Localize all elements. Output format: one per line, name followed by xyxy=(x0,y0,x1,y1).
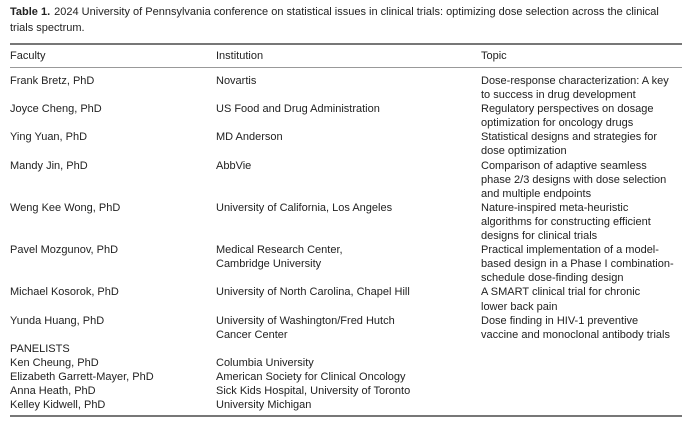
caption-text: 2024 University of Pennsylvania conference on statistical issues in clinical trials: optimizing dose selection across the clinical xyxy=(54,6,659,18)
table-row xyxy=(0,130,689,158)
table-row xyxy=(0,159,689,201)
topic-cell-line: lower back pain xyxy=(481,300,558,313)
institution-cell xyxy=(216,130,283,144)
topic-cell xyxy=(481,314,670,342)
institution-cell-line: University Michigan xyxy=(216,399,312,412)
panelist-row xyxy=(0,370,689,384)
table-body xyxy=(0,74,689,412)
topic-cell xyxy=(481,243,674,285)
institution-cell-line: Cambridge University xyxy=(216,258,322,271)
topic-cell-line: and multiple endpoints xyxy=(481,187,592,200)
table-row xyxy=(0,314,689,342)
topic-cell xyxy=(481,130,657,158)
topic-cell-line: schedule dose-finding design xyxy=(481,272,624,285)
topic-cell-line: dose optimization xyxy=(481,145,567,158)
table-row xyxy=(0,243,689,285)
institution-cell xyxy=(216,74,256,88)
topic-cell-line: Regulatory perspectives on dosage xyxy=(481,103,654,116)
institution-cell-line: University of North Carolina, Chapel Hill xyxy=(216,286,410,299)
faculty-cell xyxy=(10,314,104,328)
faculty-cell xyxy=(10,370,154,384)
faculty-cell xyxy=(10,102,102,116)
institution-cell-line: Cancer Center xyxy=(216,328,288,341)
institution-cell xyxy=(216,285,410,299)
table-caption xyxy=(10,4,686,36)
table-row xyxy=(0,102,689,130)
topic-cell-line: Dose-response characterization: A key xyxy=(481,75,669,87)
institution-cell-line: AbbVie xyxy=(216,159,252,172)
table-row xyxy=(0,74,689,102)
institution-cell xyxy=(216,356,314,370)
panelist-row xyxy=(0,398,689,412)
faculty-cell-line: Mandy Jin, PhD xyxy=(10,159,88,172)
institution-cell xyxy=(216,243,343,271)
topic-cell-line: Comparison of adaptive seamless xyxy=(481,159,647,172)
faculty-cell-line: Anna Heath, PhD xyxy=(10,385,96,398)
topic-cell-line: optimization for oncology drugs xyxy=(481,117,634,130)
topic-cell-line: designs for clinical trials xyxy=(481,230,598,243)
faculty-cell-line: Ying Yuan, PhD xyxy=(10,131,88,144)
institution-cell xyxy=(216,102,380,116)
topic-cell-line: A SMART clinical trial for chronic xyxy=(481,286,641,299)
institution-cell xyxy=(216,384,410,398)
institution-cell-line: American Society for Clinical Oncology xyxy=(216,371,406,384)
faculty-cell-line: Frank Bretz, PhD xyxy=(10,75,95,87)
topic-cell xyxy=(481,159,666,201)
faculty-cell-line: Elizabeth Garrett-Mayer, PhD xyxy=(10,371,154,384)
header-institution: Institution xyxy=(216,50,264,62)
faculty-cell-line: Pavel Mozgunov, PhD xyxy=(10,244,119,257)
faculty-cell xyxy=(10,130,87,144)
faculty-cell xyxy=(10,398,105,412)
faculty-cell-line: Michael Kosorok, PhD xyxy=(10,286,119,299)
topic-cell xyxy=(481,285,640,313)
topic-cell-line: Statistical designs and strategies for xyxy=(481,131,658,144)
faculty-cell xyxy=(10,356,99,370)
topic-cell xyxy=(481,74,669,102)
institution-cell-line: US Food and Drug Administration xyxy=(216,103,380,116)
faculty-cell xyxy=(10,384,96,398)
caption-text-cont: trials spectrum. xyxy=(10,22,85,34)
panelist-row xyxy=(0,384,689,398)
table-label: Table 1. xyxy=(10,6,51,18)
table-row xyxy=(0,201,689,243)
faculty-cell-line: Weng Kee Wong, PhD xyxy=(10,201,121,214)
header-rule xyxy=(10,67,682,68)
topic-cell-line: vaccine and monoclonal antibody trials xyxy=(481,328,670,341)
bottom-rule xyxy=(10,415,682,417)
topic-cell xyxy=(481,102,653,130)
panelists-heading-row xyxy=(0,342,689,356)
institution-cell xyxy=(216,159,251,173)
institution-cell xyxy=(216,201,392,215)
topic-cell-line: Nature-inspired meta-heuristic xyxy=(481,201,629,214)
institution-cell xyxy=(216,314,395,342)
institution-cell-line: Columbia University xyxy=(216,356,314,369)
topic-cell-line: to success in drug development xyxy=(481,89,636,102)
topic-cell-line: Dose finding in HIV-1 preventive xyxy=(481,314,639,327)
topic-cell-line: based design in a Phase I combination- xyxy=(481,258,674,271)
faculty-cell xyxy=(10,243,118,257)
panelists-heading-line: PANELISTS xyxy=(10,342,70,355)
topic-cell-line: Practical implementation of a model- xyxy=(481,244,659,257)
faculty-cell-line: Kelley Kidwell, PhD xyxy=(10,399,106,412)
faculty-cell xyxy=(10,285,119,299)
institution-cell-line: Medical Research Center, xyxy=(216,244,343,257)
topic-cell-line: phase 2/3 designs with dose selection xyxy=(481,173,667,186)
institution-cell xyxy=(216,398,311,412)
faculty-cell xyxy=(10,201,120,215)
institution-cell-line: Sick Kids Hospital, University of Toronto xyxy=(216,385,411,398)
topic-cell xyxy=(481,201,651,243)
faculty-cell-line: Ken Cheung, PhD xyxy=(10,356,99,369)
faculty-cell-line: Yunda Huang, PhD xyxy=(10,314,105,327)
institution-cell-line: University of Washington/Fred Hutch xyxy=(216,314,395,327)
faculty-cell-line: Joyce Cheng, PhD xyxy=(10,103,102,116)
topic-cell-line: algorithms for constructing efficient xyxy=(481,215,651,228)
institution-cell xyxy=(216,370,406,384)
table-row xyxy=(0,285,689,313)
top-rule xyxy=(10,43,682,45)
header-faculty: Faculty xyxy=(10,50,46,62)
header-topic: Topic xyxy=(481,50,507,62)
institution-cell-line: University of California, Los Angeles xyxy=(216,201,393,214)
faculty-cell xyxy=(10,159,88,173)
faculty-cell xyxy=(10,74,94,88)
institution-cell-line: MD Anderson xyxy=(216,131,283,144)
panelists-heading xyxy=(10,342,70,356)
panelist-row xyxy=(0,356,689,370)
institution-cell-line: Novartis xyxy=(216,75,257,87)
